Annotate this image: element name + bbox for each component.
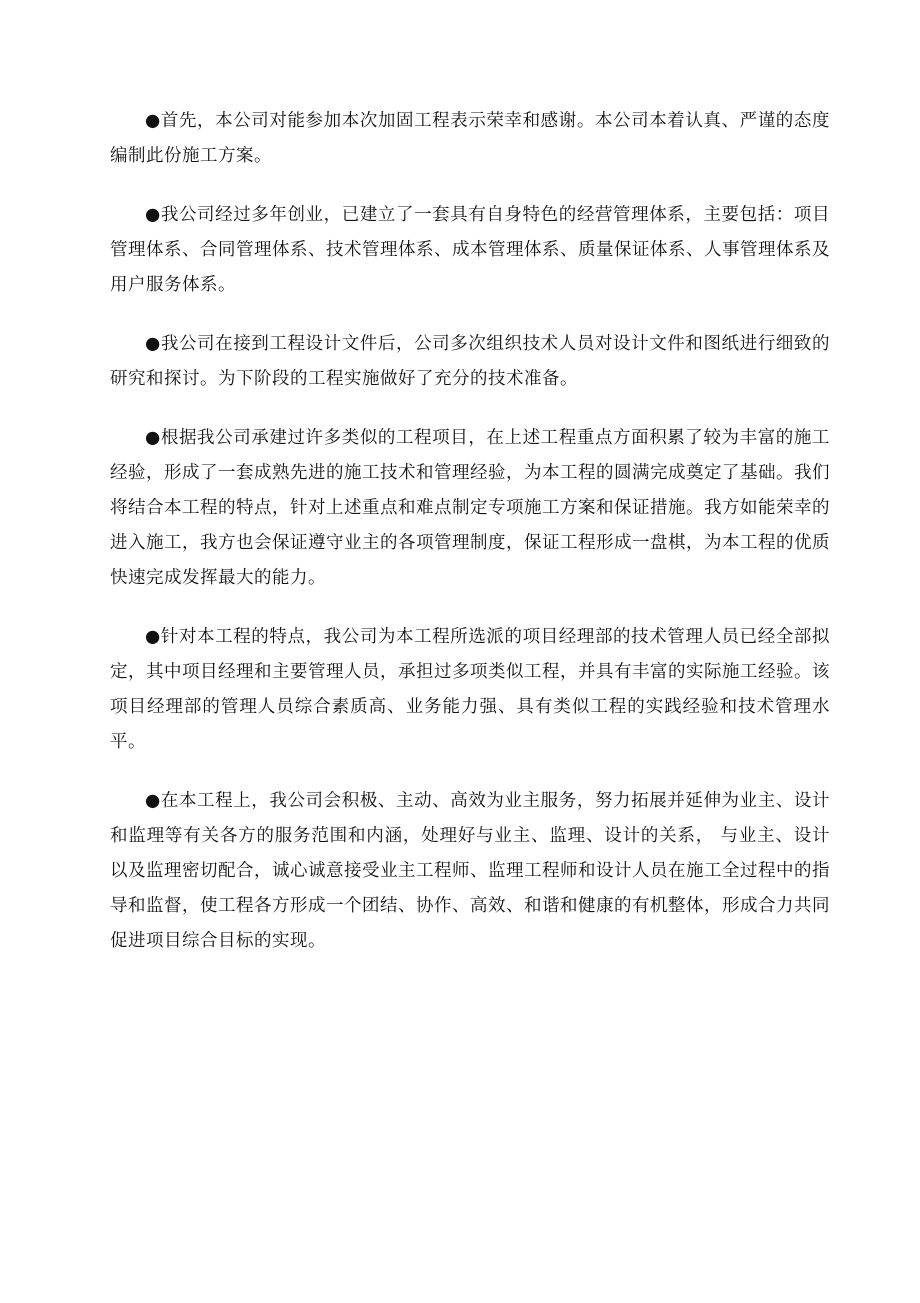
paragraph-intro: ●首先，本公司对能参加本次加固工程表示荣幸和感谢。本公司本着认真、严谨的态度编制此份施工方案。 [110, 111, 830, 166]
paragraph-management-system: ●我公司经过多年创业，已建立了一套具有自身特色的经营管理体系，主要包括：项目管理体系、合同管理体系、技术管理体系、成本管理体系、质量保证体系、人事管理体系及用户服务体系。 [110, 205, 830, 295]
paragraph-service-commitment: ●在本工程上，我公司会积极、主动、高效为业主服务，努力拓展并延伸为业主、设计和监理等有关各方的服务范围和内涵，处理好与业主、监理、设计的关系， 与业主、设计以及监理密切配合，诚心诚意接受业主工程师、监理工程师和设计人员在施工全过程中的指导和监督，使工程各方形成一个团结、协作、高效、和谐和健康的有机整体，形成合力共同促进项目综合目标的实现。 [110, 791, 830, 951]
document-body [110, 104, 830, 983]
paragraph-project-team: ●针对本工程的特点，我公司为本工程所选派的项目经理部的技术管理人员已经全部拟定，其中项目经理和主要管理人员，承担过多项类似工程，并具有丰富的实际施工经验。该项目经理部的管理人员综合素质高、业务能力强、具有类似工程的实践经验和技术管理水平。 [110, 627, 830, 752]
paragraph-design-review: ●我公司在接到工程设计文件后，公司多次组织技术人员对设计文件和图纸进行细致的研究和探讨。为下阶段的工程实施做好了充分的技术准备。 [110, 334, 830, 389]
paragraph-experience: ●根据我公司承建过许多类似的工程项目，在上述工程重点方面积累了较为丰富的施工经验，形成了一套成熟先进的施工技术和管理经验，为本工程的圆满完成奠定了基础。我们将结合本工程的特点，针对上述重点和难点制定专项施工方案和保证措施。我方如能荣幸的进入施工，我方也会保证遵守业主的各项管理制度，保证工程形成一盘棋，为本工程的优质快速完成发挥最大的能力。 [110, 428, 830, 588]
